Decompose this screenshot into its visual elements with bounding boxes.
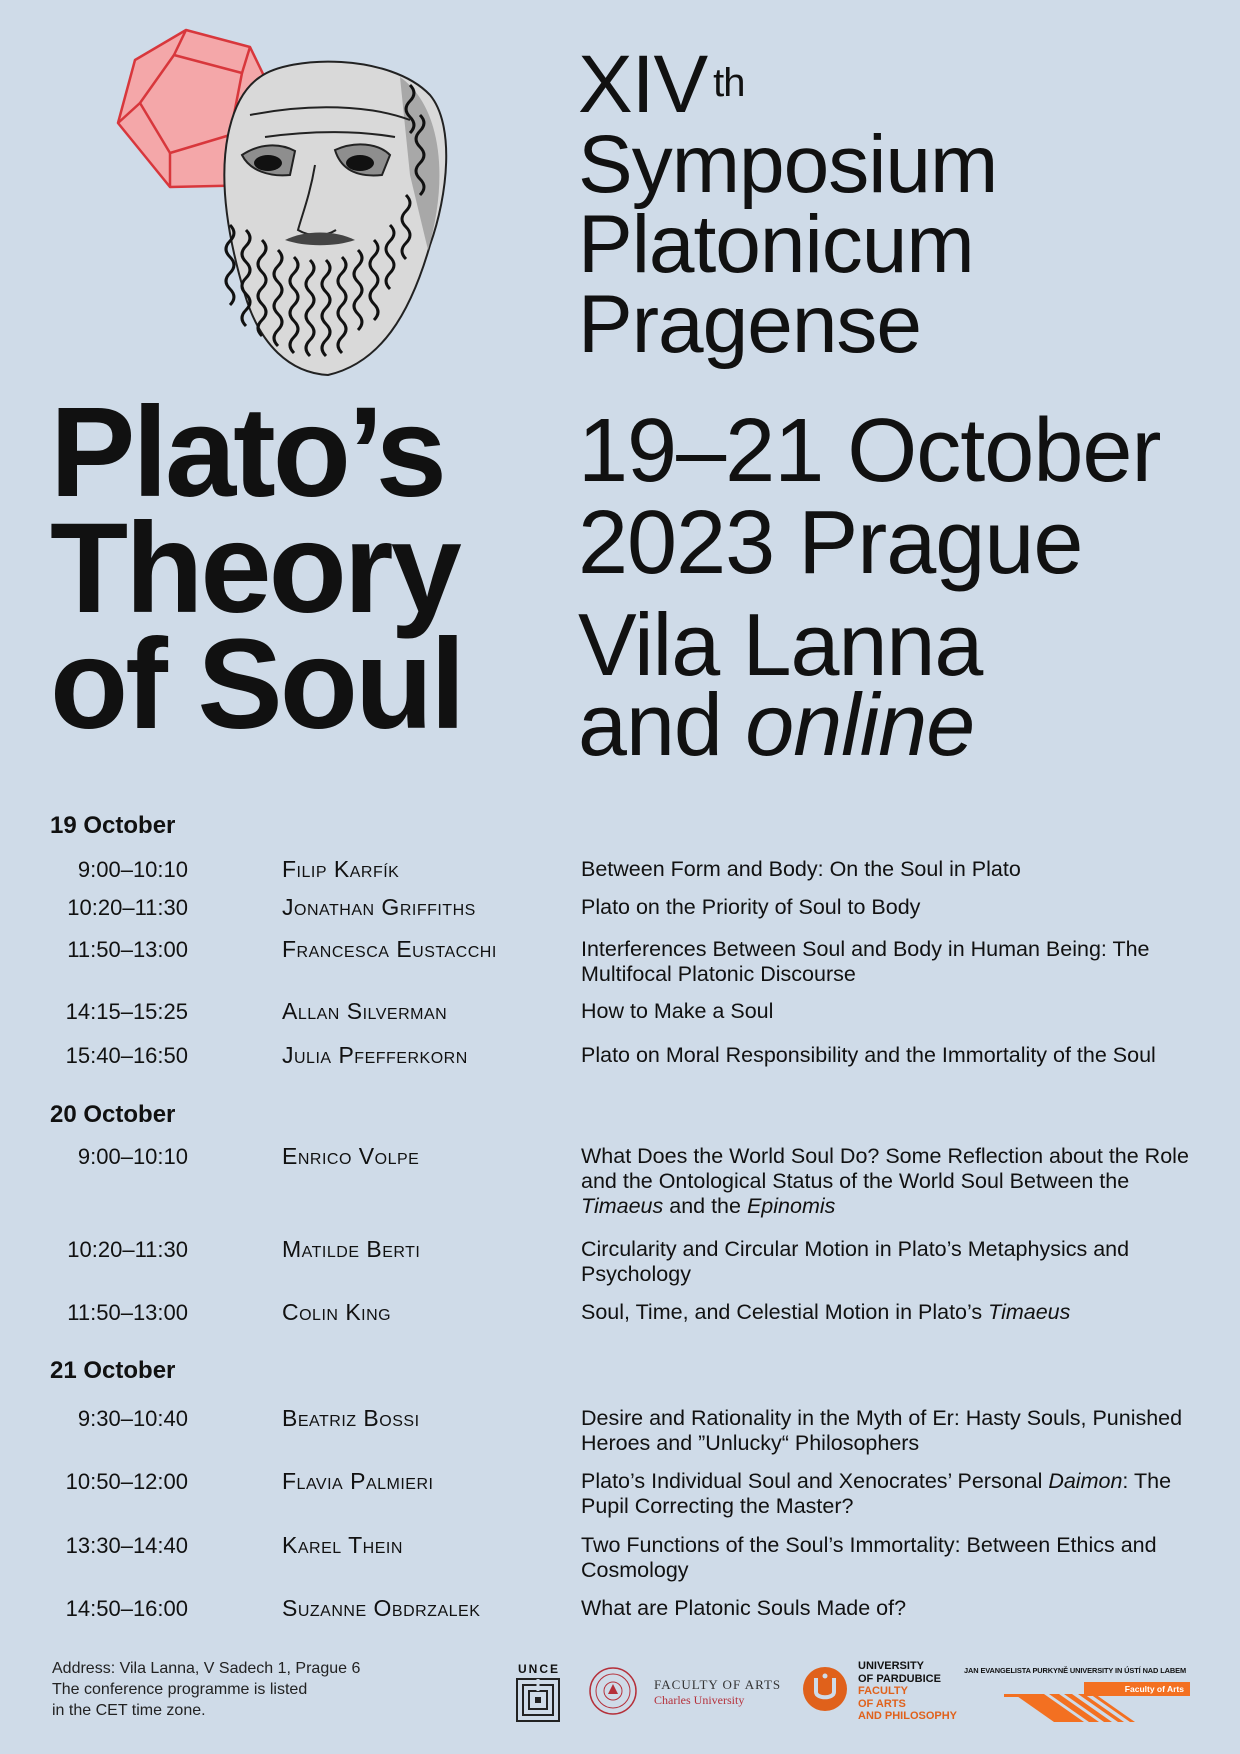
footer-timezone-line-1: The conference programme is listed <box>52 1681 308 1698</box>
session-time: 15:40–16:50 <box>65 1043 188 1068</box>
pardubice-line-2: OF PARDUBICE <box>858 1672 941 1685</box>
session-time: 13:30–14:40 <box>65 1533 188 1558</box>
pardubice-line-5: AND PHILOSOPHY <box>858 1710 958 1722</box>
session-title <box>581 1469 1201 1519</box>
unce-logo <box>516 1662 562 1722</box>
title-line-2: Theory <box>50 497 459 640</box>
venue-online: online <box>745 675 975 774</box>
footer-timezone-line-2: in the CET time zone. <box>52 1702 206 1719</box>
session-title <box>581 1596 1201 1621</box>
session-speaker: Colin King <box>282 1299 392 1325</box>
session-title-part: Plato on the Priority of Soul to Body <box>581 895 921 919</box>
series-line-symposium: Symposium <box>578 119 998 210</box>
session-title-italic-part: Timaeus <box>581 1194 664 1218</box>
session-time: 9:30–10:40 <box>77 1406 188 1431</box>
session-time: 9:00–10:10 <box>77 857 188 882</box>
session-title-part: and the <box>663 1194 747 1218</box>
unce-maze-icon <box>516 1678 560 1722</box>
pardubice-university-logo <box>802 1660 962 1724</box>
session-title <box>581 937 1201 987</box>
session-speaker: Matilde Berti <box>282 1236 421 1262</box>
session-title-italic-part: Daimon <box>1048 1469 1123 1493</box>
footer-address: Address: Vila Lanna, V Sadech 1, Prague 6 <box>52 1660 361 1677</box>
session-time: 14:15–15:25 <box>65 999 188 1024</box>
session-title-part: Desire and Rationality in the Myth of Er: Hasty Souls, Punished Heroes and ”Unlucky“ Philosophers <box>581 1406 1183 1455</box>
session-title-part: Interferences Between Soul and Body in Human Being: The Multifocal Platonic Discourse <box>581 937 1150 986</box>
session-title-part: Plato’s Individual Soul and Xenocrates’ Personal <box>581 1469 1049 1493</box>
session-speaker: Filip Karfík <box>282 856 400 882</box>
session-time: 11:50–13:00 <box>67 1300 188 1325</box>
session-title <box>581 857 1201 882</box>
session-speaker: Beatriz Bossi <box>282 1405 420 1431</box>
session-title-part: Two Functions of the Soul’s Immortality: Between Ethics and Cosmology <box>581 1533 1157 1582</box>
title-line-1: Plato’s <box>50 381 444 524</box>
session-time: 10:50–12:00 <box>65 1469 188 1494</box>
session-title-part: Soul, Time, and Celestial Motion in Plato’s <box>581 1300 989 1324</box>
session-time: 11:50–13:00 <box>67 937 188 962</box>
session-speaker: Allan Silverman <box>282 998 448 1024</box>
session-speaker: Jonathan Griffiths <box>282 894 476 920</box>
conference-dates <box>578 401 1228 593</box>
session-title-part: How to Make a Soul <box>581 999 774 1023</box>
charles-university-logo <box>588 1666 788 1716</box>
ujep-title-text: JAN EVANGELISTA PURKYNĚ UNIVERSITY IN ÚSTÍ NAD LABEM <box>964 1666 1187 1675</box>
session-speaker: Francesca Eustacchi <box>282 936 497 962</box>
ujep-faculty-text: Faculty of Arts <box>1084 1682 1190 1696</box>
dates-line-2: 2023 Prague <box>578 493 1083 593</box>
charles-faculty-text: FACULTY OF ARTS <box>654 1677 782 1692</box>
session-speaker: Enrico Volpe <box>282 1143 420 1169</box>
session-speaker: Suzanne Obdrzalek <box>282 1595 481 1621</box>
pardubice-line-3: FACULTY <box>858 1685 908 1697</box>
session-title-part: Circularity and Circular Motion in Plato’s Metaphysics and Psychology <box>581 1237 1130 1286</box>
day-heading: 20 October <box>50 1101 176 1128</box>
dates-line-1: 19–21 October <box>578 401 1161 501</box>
session-title <box>581 1406 1201 1456</box>
session-title <box>581 1144 1201 1219</box>
session-title <box>581 1237 1201 1287</box>
venue-line-1: Vila Lanna <box>578 595 983 694</box>
session-title-part: What Does the World Soul Do? Some Reflection about the Role and the Ontological Status of the World Soul Between the <box>581 1144 1189 1193</box>
session-time: 10:20–11:30 <box>67 1237 188 1262</box>
pardubice-line-1: UNIVERSITY <box>858 1660 925 1672</box>
series-ordinal-suffix: th <box>713 61 745 105</box>
plato-head <box>224 62 446 375</box>
conference-venue <box>578 595 1228 774</box>
day-heading: 21 October <box>50 1357 176 1384</box>
plato-head-illustration <box>110 25 450 385</box>
title-line-3: of Soul <box>50 613 463 756</box>
session-title-part: Between Form and Body: On the Soul in Plato <box>581 857 1021 881</box>
session-title-italic-part: Timaeus <box>988 1300 1071 1324</box>
session-title <box>581 999 1201 1024</box>
session-title-italic-part: Epinomis <box>746 1194 836 1218</box>
charles-univ-text: Charles University <box>654 1693 745 1707</box>
footer-note <box>52 1658 432 1721</box>
session-time: 10:20–11:30 <box>67 895 188 920</box>
session-time: 9:00–10:10 <box>77 1144 188 1169</box>
session-title-part: Plato on Moral Responsibility and the Immortality of the Soul <box>581 1043 1156 1067</box>
symposium-series-title <box>578 39 1218 370</box>
conference-title <box>50 381 550 756</box>
series-numeral: XIV <box>578 39 708 130</box>
session-title <box>581 1043 1201 1068</box>
session-title-part: : The Pupil Correcting the Master? <box>581 1469 1172 1518</box>
series-line-platonicum: Platonicum <box>578 199 974 290</box>
session-time: 14:50–16:00 <box>65 1596 188 1621</box>
ujep-university-logo <box>964 1666 1190 1726</box>
pardubice-u-icon <box>802 1666 848 1712</box>
session-title <box>581 1533 1201 1583</box>
session-speaker: Flavia Palmieri <box>282 1468 434 1494</box>
session-speaker: Julia Pfefferkorn <box>282 1042 468 1068</box>
charles-university-seal-icon <box>588 1666 638 1716</box>
unce-logo-text: UNCE <box>517 1662 560 1676</box>
day-heading: 19 October <box>50 812 176 839</box>
session-title-part: What are Platonic Souls Made of? <box>581 1596 907 1620</box>
venue-and: and <box>578 675 722 774</box>
pardubice-line-4: OF ARTS <box>858 1697 906 1710</box>
ujep-stripes-icon <box>964 1694 1190 1728</box>
session-title <box>581 895 1201 920</box>
series-line-pragense: Pragense <box>578 279 922 370</box>
session-title <box>581 1300 1201 1325</box>
session-speaker: Karel Thein <box>282 1532 403 1558</box>
